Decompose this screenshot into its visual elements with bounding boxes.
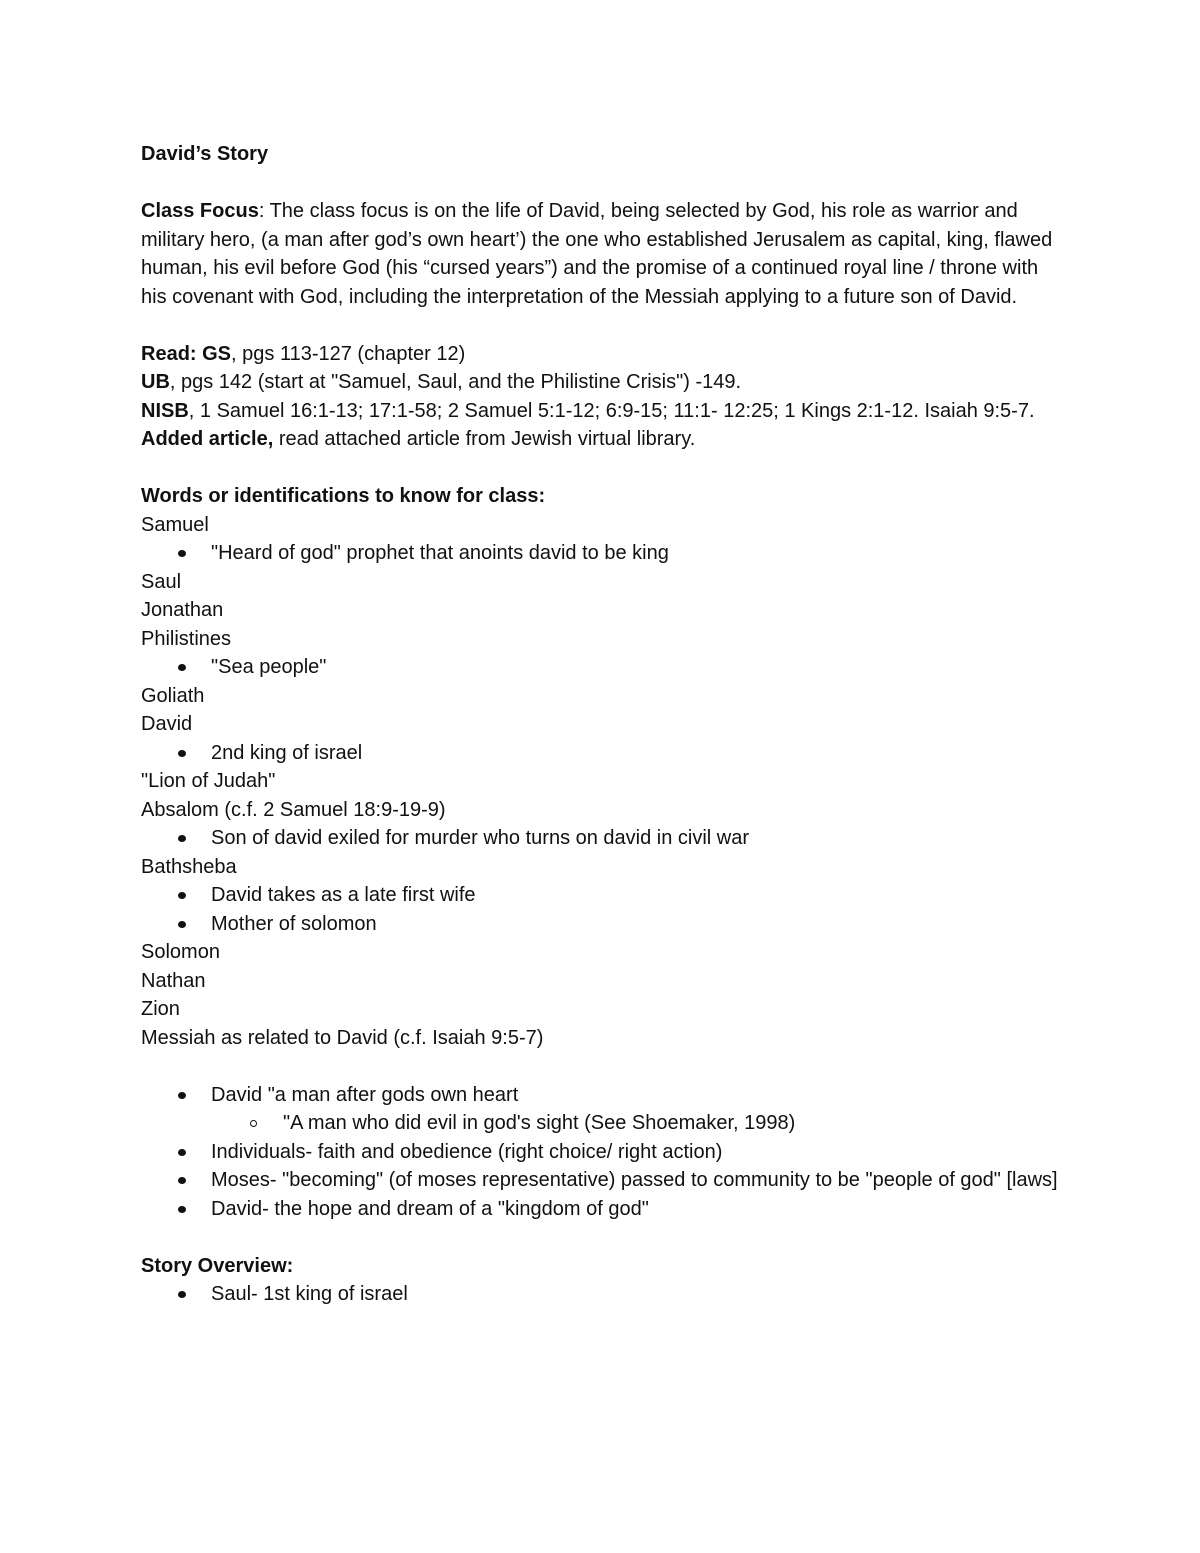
document-body	[141, 140, 1061, 1309]
list-item: Moses- "becoming" (of moses representative) passed to community to be "people of god" [laws]	[141, 1166, 1061, 1195]
reading-nisb: NISB, 1 Samuel 16:1-13; 17:1-58; 2 Samuel 5:1-12; 6:9-15; 11:1- 12:25; 1 Kings 2:1-12. Isaiah 9:5-7.	[141, 399, 1035, 422]
term-philistines: Philistines	[141, 627, 232, 650]
list-item: Mother of solomon	[141, 910, 1061, 939]
term-david: David	[141, 713, 193, 735]
reading-ub: UB, pgs 142 (start at "Samuel, Saul, and the Philistine Crisis") -149.	[141, 371, 742, 393]
bullet-icon	[178, 835, 186, 842]
document-title: David’s Story	[141, 143, 269, 165]
term-goliath: Goliath	[141, 684, 205, 707]
class-focus-label: Class Focus	[141, 200, 259, 222]
list-item: "Sea people"	[141, 653, 1061, 682]
class-focus-paragraph	[141, 197, 1061, 311]
term-bathsheba: Bathsheba	[141, 855, 237, 878]
bullet-icon	[178, 1092, 186, 1099]
absalom-notes	[141, 824, 1061, 853]
list-item: Son of david exiled for murder who turns on david in civil war	[141, 824, 1061, 853]
bullet-icon	[178, 1291, 186, 1298]
term-absalom: Absalom (c.f. 2 Samuel 18:9-19-9)	[141, 798, 446, 821]
term-samuel: Samuel	[141, 513, 209, 536]
list-item: David- the hope and dream of a "kingdom of god"	[141, 1195, 1061, 1224]
list-item: David "a man after gods own heart	[141, 1081, 1061, 1110]
term-saul: Saul	[141, 570, 182, 593]
samuel-notes	[141, 539, 1061, 568]
bathsheba-notes	[141, 881, 1061, 938]
list-item: "A man who did evil in god's sight (See Shoemaker, 1998)	[141, 1109, 1061, 1138]
list-item: "Heard of god" prophet that anoints david to be king	[141, 539, 1061, 568]
list-item: Individuals- faith and obedience (right choice/ right action)	[141, 1138, 1061, 1167]
term-nathan: Nathan	[141, 969, 206, 992]
list-item: 2nd king of israel	[141, 739, 1061, 768]
list-item: David takes as a late first wife	[141, 881, 1061, 910]
bullet-icon	[178, 1177, 186, 1184]
term-solomon: Solomon	[141, 941, 220, 963]
david-notes	[141, 739, 1061, 768]
list-item: Saul- 1st king of israel	[141, 1280, 1061, 1309]
term-zion: Zion	[141, 998, 180, 1020]
reading-added-article: Added article, read attached article from Jewish virtual library.	[141, 428, 696, 450]
bullet-icon	[178, 1149, 186, 1156]
hollow-bullet-icon	[250, 1120, 257, 1127]
bullet-icon	[178, 892, 186, 899]
term-messiah: Messiah as related to David (c.f. Isaiah 9:5-7)	[141, 1026, 544, 1049]
themes-list	[141, 1081, 1061, 1224]
class-focus-text: : The class focus is on the life of David, being selected by God, his role as warrior and military hero, (a man after god’s own heart’) the one who established Jerusalem as capital, king, flawed human, his evil before God (his “cursed years”) and the promise of a continued royal line / throne with his covenant with God, including the interpretation of the Messiah applying to a future son of David.	[141, 200, 1053, 308]
bullet-icon	[178, 664, 186, 671]
philistines-notes	[141, 653, 1061, 682]
term-lion-of-judah: "Lion of Judah"	[141, 770, 276, 792]
overview-list	[141, 1280, 1061, 1309]
bullet-icon	[178, 550, 186, 557]
reading-gs: Read: GS, pgs 113-127 (chapter 12)	[141, 342, 466, 365]
bullet-icon	[178, 750, 186, 757]
bullet-icon	[178, 1206, 186, 1213]
bullet-icon	[178, 921, 186, 928]
overview-heading: Story Overview:	[141, 1254, 294, 1277]
term-jonathan: Jonathan	[141, 599, 224, 621]
words-heading: Words or identifications to know for class:	[141, 485, 546, 507]
